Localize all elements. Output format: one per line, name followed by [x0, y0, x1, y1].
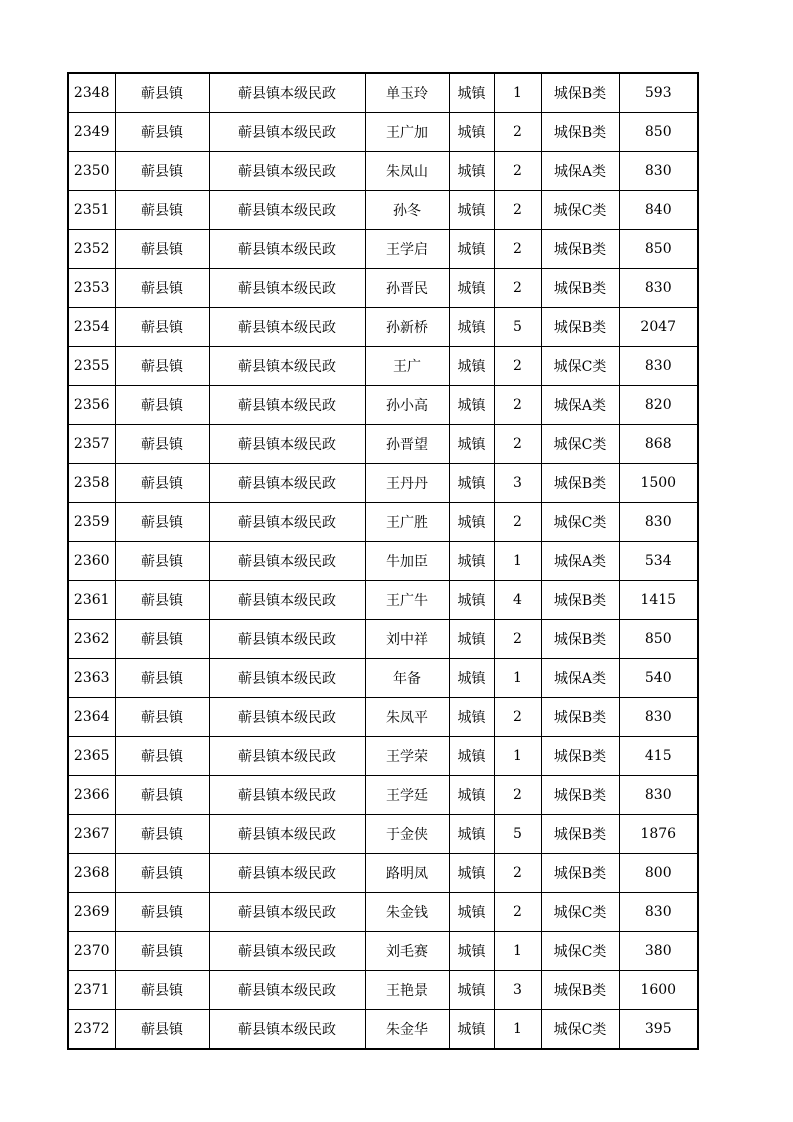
table-row: [68, 230, 698, 269]
amount-cell: 1600: [619, 971, 698, 1010]
area-type-cell: 城镇: [449, 425, 494, 464]
household-size-cell: 2: [494, 893, 541, 932]
category-cell: 城保B类: [541, 464, 619, 503]
amount-cell: 534: [619, 542, 698, 581]
area-type-cell: 城镇: [449, 932, 494, 971]
category-cell: 城保B类: [541, 698, 619, 737]
serial-number-cell: 2348: [68, 73, 115, 113]
area-type-cell: 城镇: [449, 659, 494, 698]
area-type-cell: 城镇: [449, 1010, 494, 1050]
household-size-cell: 2: [494, 269, 541, 308]
area-type-cell: 城镇: [449, 152, 494, 191]
area-type-cell: 城镇: [449, 113, 494, 152]
serial-number-cell: 2368: [68, 854, 115, 893]
amount-cell: 830: [619, 152, 698, 191]
serial-number-cell: 2353: [68, 269, 115, 308]
category-cell: 城保B类: [541, 815, 619, 854]
agency-cell: 蕲县镇本级民政: [209, 425, 365, 464]
agency-cell: 蕲县镇本级民政: [209, 308, 365, 347]
serial-number-cell: 2362: [68, 620, 115, 659]
table-row: [68, 269, 698, 308]
area-type-cell: 城镇: [449, 542, 494, 581]
household-size-cell: 2: [494, 347, 541, 386]
serial-number-cell: 2370: [68, 932, 115, 971]
agency-cell: 蕲县镇本级民政: [209, 737, 365, 776]
amount-cell: 840: [619, 191, 698, 230]
category-cell: 城保B类: [541, 269, 619, 308]
household-size-cell: 2: [494, 230, 541, 269]
town-cell: 蕲县镇: [115, 73, 209, 113]
area-type-cell: 城镇: [449, 191, 494, 230]
household-size-cell: 1: [494, 737, 541, 776]
table-row: [68, 425, 698, 464]
table-row: [68, 659, 698, 698]
town-cell: 蕲县镇: [115, 542, 209, 581]
category-cell: 城保B类: [541, 308, 619, 347]
table-row: [68, 971, 698, 1010]
name-cell: 王艳景: [365, 971, 449, 1010]
town-cell: 蕲县镇: [115, 932, 209, 971]
name-cell: 王学启: [365, 230, 449, 269]
amount-cell: 850: [619, 230, 698, 269]
name-cell: 王广胜: [365, 503, 449, 542]
table-row: [68, 113, 698, 152]
name-cell: 王学荣: [365, 737, 449, 776]
roster-body: [68, 73, 698, 1049]
serial-number-cell: 2358: [68, 464, 115, 503]
table-row: [68, 152, 698, 191]
category-cell: 城保A类: [541, 386, 619, 425]
area-type-cell: 城镇: [449, 620, 494, 659]
area-type-cell: 城镇: [449, 73, 494, 113]
area-type-cell: 城镇: [449, 737, 494, 776]
name-cell: 牛加臣: [365, 542, 449, 581]
category-cell: 城保C类: [541, 932, 619, 971]
agency-cell: 蕲县镇本级民政: [209, 893, 365, 932]
town-cell: 蕲县镇: [115, 269, 209, 308]
serial-number-cell: 2356: [68, 386, 115, 425]
table-row: [68, 308, 698, 347]
name-cell: 王广: [365, 347, 449, 386]
name-cell: 朱凤平: [365, 698, 449, 737]
serial-number-cell: 2350: [68, 152, 115, 191]
name-cell: 刘中祥: [365, 620, 449, 659]
serial-number-cell: 2351: [68, 191, 115, 230]
household-size-cell: 2: [494, 152, 541, 191]
table-row: [68, 737, 698, 776]
serial-number-cell: 2366: [68, 776, 115, 815]
household-size-cell: 1: [494, 932, 541, 971]
area-type-cell: 城镇: [449, 815, 494, 854]
category-cell: 城保B类: [541, 854, 619, 893]
household-size-cell: 3: [494, 464, 541, 503]
name-cell: 王广加: [365, 113, 449, 152]
category-cell: 城保C类: [541, 1010, 619, 1050]
town-cell: 蕲县镇: [115, 698, 209, 737]
name-cell: 孙晋望: [365, 425, 449, 464]
town-cell: 蕲县镇: [115, 893, 209, 932]
agency-cell: 蕲县镇本级民政: [209, 230, 365, 269]
agency-cell: 蕲县镇本级民政: [209, 776, 365, 815]
area-type-cell: 城镇: [449, 581, 494, 620]
category-cell: 城保B类: [541, 73, 619, 113]
town-cell: 蕲县镇: [115, 971, 209, 1010]
town-cell: 蕲县镇: [115, 347, 209, 386]
name-cell: 年备: [365, 659, 449, 698]
agency-cell: 蕲县镇本级民政: [209, 971, 365, 1010]
table-row: [68, 698, 698, 737]
table-row: [68, 347, 698, 386]
serial-number-cell: 2365: [68, 737, 115, 776]
table-row: [68, 854, 698, 893]
name-cell: 孙晋民: [365, 269, 449, 308]
name-cell: 朱金华: [365, 1010, 449, 1050]
table-row: [68, 386, 698, 425]
agency-cell: 蕲县镇本级民政: [209, 620, 365, 659]
name-cell: 孙新桥: [365, 308, 449, 347]
name-cell: 孙冬: [365, 191, 449, 230]
name-cell: 单玉玲: [365, 73, 449, 113]
area-type-cell: 城镇: [449, 308, 494, 347]
town-cell: 蕲县镇: [115, 152, 209, 191]
agency-cell: 蕲县镇本级民政: [209, 932, 365, 971]
amount-cell: 868: [619, 425, 698, 464]
area-type-cell: 城镇: [449, 347, 494, 386]
amount-cell: 800: [619, 854, 698, 893]
household-size-cell: 5: [494, 308, 541, 347]
agency-cell: 蕲县镇本级民政: [209, 659, 365, 698]
amount-cell: 830: [619, 503, 698, 542]
town-cell: 蕲县镇: [115, 503, 209, 542]
town-cell: 蕲县镇: [115, 1010, 209, 1050]
category-cell: 城保B类: [541, 737, 619, 776]
name-cell: 朱金钱: [365, 893, 449, 932]
serial-number-cell: 2349: [68, 113, 115, 152]
serial-number-cell: 2354: [68, 308, 115, 347]
table-row: [68, 893, 698, 932]
name-cell: 王学廷: [365, 776, 449, 815]
amount-cell: 540: [619, 659, 698, 698]
household-size-cell: 2: [494, 503, 541, 542]
area-type-cell: 城镇: [449, 230, 494, 269]
agency-cell: 蕲县镇本级民政: [209, 503, 365, 542]
serial-number-cell: 2364: [68, 698, 115, 737]
amount-cell: 830: [619, 347, 698, 386]
serial-number-cell: 2372: [68, 1010, 115, 1050]
amount-cell: 850: [619, 113, 698, 152]
name-cell: 于金侠: [365, 815, 449, 854]
name-cell: 路明凤: [365, 854, 449, 893]
agency-cell: 蕲县镇本级民政: [209, 542, 365, 581]
town-cell: 蕲县镇: [115, 113, 209, 152]
household-size-cell: 2: [494, 620, 541, 659]
table-row: [68, 1010, 698, 1050]
amount-cell: 380: [619, 932, 698, 971]
town-cell: 蕲县镇: [115, 191, 209, 230]
category-cell: 城保C类: [541, 425, 619, 464]
town-cell: 蕲县镇: [115, 815, 209, 854]
amount-cell: 830: [619, 776, 698, 815]
agency-cell: 蕲县镇本级民政: [209, 464, 365, 503]
name-cell: 朱凤山: [365, 152, 449, 191]
household-size-cell: 2: [494, 386, 541, 425]
name-cell: 刘毛赛: [365, 932, 449, 971]
table-row: [68, 620, 698, 659]
category-cell: 城保B类: [541, 620, 619, 659]
household-size-cell: 2: [494, 854, 541, 893]
name-cell: 孙小高: [365, 386, 449, 425]
amount-cell: 415: [619, 737, 698, 776]
agency-cell: 蕲县镇本级民政: [209, 698, 365, 737]
agency-cell: 蕲县镇本级民政: [209, 113, 365, 152]
serial-number-cell: 2359: [68, 503, 115, 542]
category-cell: 城保A类: [541, 542, 619, 581]
town-cell: 蕲县镇: [115, 620, 209, 659]
serial-number-cell: 2369: [68, 893, 115, 932]
amount-cell: 1876: [619, 815, 698, 854]
area-type-cell: 城镇: [449, 269, 494, 308]
category-cell: 城保C类: [541, 503, 619, 542]
table-row: [68, 73, 698, 113]
amount-cell: 850: [619, 620, 698, 659]
amount-cell: 830: [619, 269, 698, 308]
agency-cell: 蕲县镇本级民政: [209, 581, 365, 620]
agency-cell: 蕲县镇本级民政: [209, 152, 365, 191]
category-cell: 城保C类: [541, 893, 619, 932]
household-size-cell: 2: [494, 113, 541, 152]
amount-cell: 820: [619, 386, 698, 425]
agency-cell: 蕲县镇本级民政: [209, 269, 365, 308]
category-cell: 城保A类: [541, 152, 619, 191]
name-cell: 王丹丹: [365, 464, 449, 503]
area-type-cell: 城镇: [449, 854, 494, 893]
household-size-cell: 2: [494, 776, 541, 815]
category-cell: 城保B类: [541, 113, 619, 152]
table-row: [68, 542, 698, 581]
town-cell: 蕲县镇: [115, 308, 209, 347]
serial-number-cell: 2360: [68, 542, 115, 581]
household-size-cell: 5: [494, 815, 541, 854]
area-type-cell: 城镇: [449, 971, 494, 1010]
area-type-cell: 城镇: [449, 464, 494, 503]
table-row: [68, 503, 698, 542]
household-size-cell: 1: [494, 542, 541, 581]
town-cell: 蕲县镇: [115, 464, 209, 503]
town-cell: 蕲县镇: [115, 386, 209, 425]
table-row: [68, 815, 698, 854]
agency-cell: 蕲县镇本级民政: [209, 347, 365, 386]
amount-cell: 395: [619, 1010, 698, 1050]
serial-number-cell: 2357: [68, 425, 115, 464]
household-size-cell: 1: [494, 659, 541, 698]
household-size-cell: 1: [494, 73, 541, 113]
category-cell: 城保B类: [541, 581, 619, 620]
area-type-cell: 城镇: [449, 698, 494, 737]
town-cell: 蕲县镇: [115, 230, 209, 269]
serial-number-cell: 2367: [68, 815, 115, 854]
household-size-cell: 4: [494, 581, 541, 620]
town-cell: 蕲县镇: [115, 737, 209, 776]
area-type-cell: 城镇: [449, 893, 494, 932]
table-row: [68, 932, 698, 971]
agency-cell: 蕲县镇本级民政: [209, 386, 365, 425]
serial-number-cell: 2371: [68, 971, 115, 1010]
table-row: [68, 464, 698, 503]
amount-cell: 830: [619, 893, 698, 932]
name-cell: 王广牛: [365, 581, 449, 620]
category-cell: 城保B类: [541, 971, 619, 1010]
town-cell: 蕲县镇: [115, 581, 209, 620]
household-size-cell: 2: [494, 698, 541, 737]
town-cell: 蕲县镇: [115, 776, 209, 815]
amount-cell: 593: [619, 73, 698, 113]
household-size-cell: 3: [494, 971, 541, 1010]
serial-number-cell: 2363: [68, 659, 115, 698]
town-cell: 蕲县镇: [115, 425, 209, 464]
category-cell: 城保C类: [541, 347, 619, 386]
table-row: [68, 776, 698, 815]
serial-number-cell: 2352: [68, 230, 115, 269]
town-cell: 蕲县镇: [115, 659, 209, 698]
area-type-cell: 城镇: [449, 776, 494, 815]
serial-number-cell: 2361: [68, 581, 115, 620]
household-size-cell: 2: [494, 425, 541, 464]
category-cell: 城保C类: [541, 191, 619, 230]
category-cell: 城保A类: [541, 659, 619, 698]
amount-cell: 2047: [619, 308, 698, 347]
agency-cell: 蕲县镇本级民政: [209, 191, 365, 230]
town-cell: 蕲县镇: [115, 854, 209, 893]
amount-cell: 1500: [619, 464, 698, 503]
amount-cell: 1415: [619, 581, 698, 620]
household-size-cell: 2: [494, 191, 541, 230]
area-type-cell: 城镇: [449, 503, 494, 542]
table-row: [68, 191, 698, 230]
agency-cell: 蕲县镇本级民政: [209, 73, 365, 113]
serial-number-cell: 2355: [68, 347, 115, 386]
category-cell: 城保B类: [541, 230, 619, 269]
agency-cell: 蕲县镇本级民政: [209, 1010, 365, 1050]
category-cell: 城保B类: [541, 776, 619, 815]
agency-cell: 蕲县镇本级民政: [209, 815, 365, 854]
agency-cell: 蕲县镇本级民政: [209, 854, 365, 893]
household-size-cell: 1: [494, 1010, 541, 1050]
area-type-cell: 城镇: [449, 386, 494, 425]
amount-cell: 830: [619, 698, 698, 737]
roster-table: [67, 72, 699, 1050]
table-row: [68, 581, 698, 620]
